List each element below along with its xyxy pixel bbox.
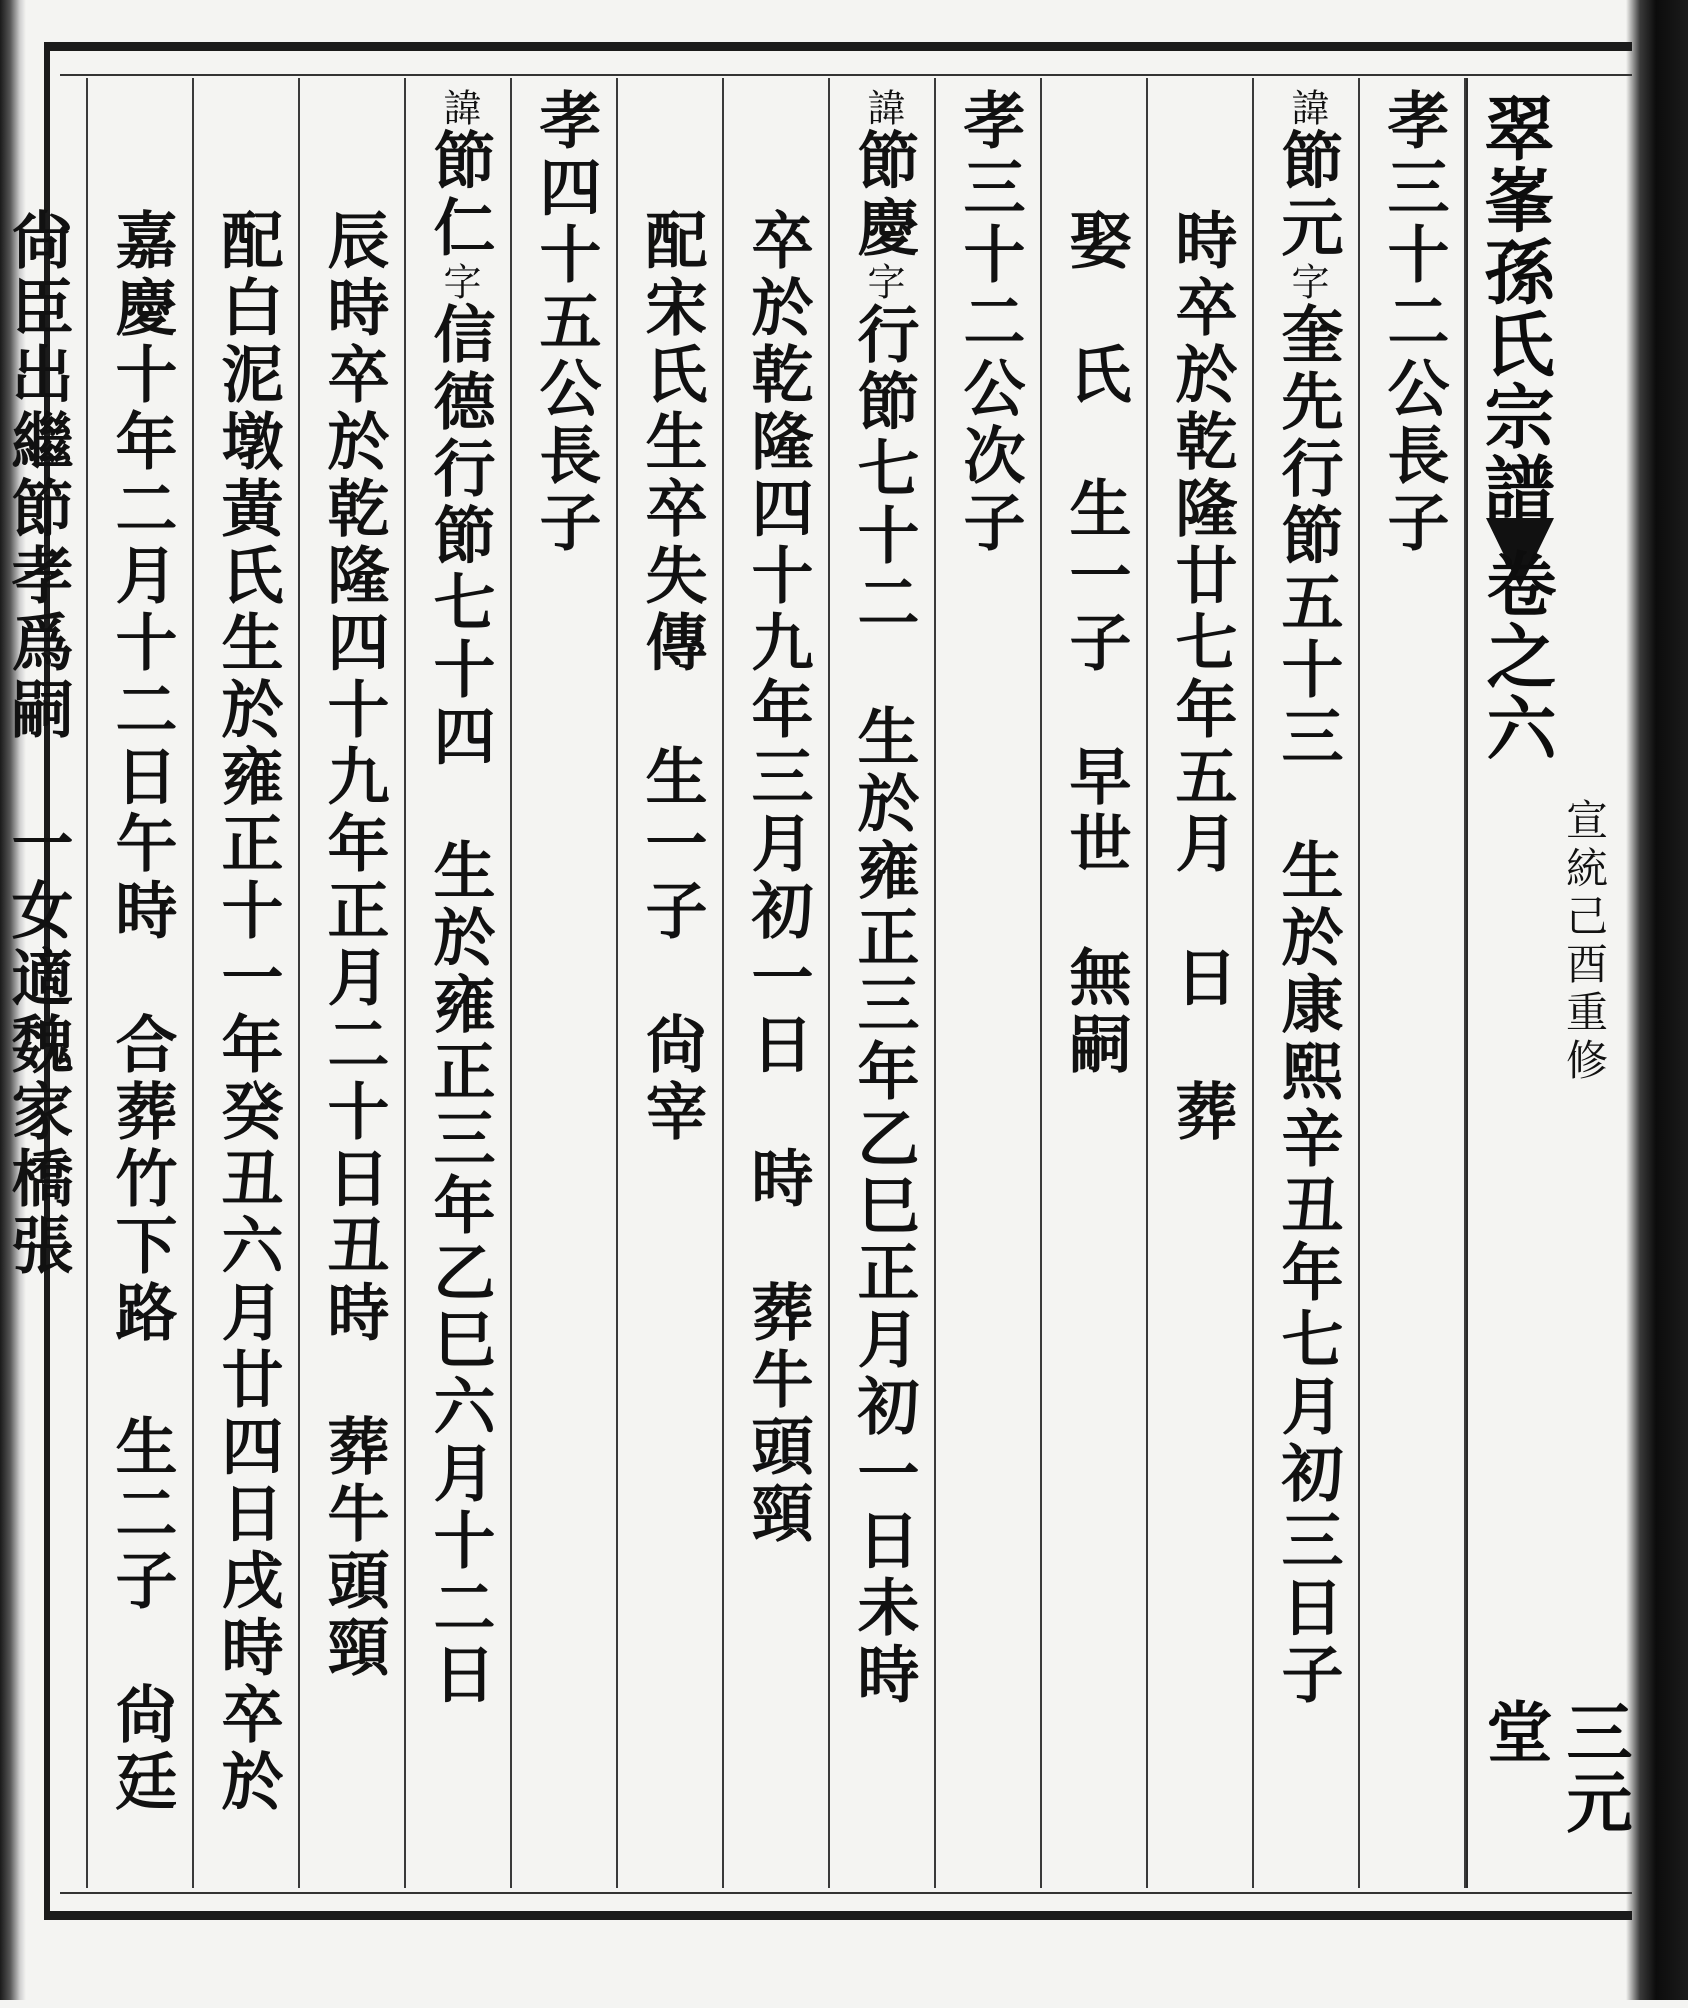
text-column-13: [88, 78, 194, 1888]
column-text: 配白泥墩黃氏生於雍正十一年癸丑六月廿四日戌時卒於: [211, 208, 284, 1816]
text-column-9: [512, 78, 618, 1888]
column-text: [418, 88, 500, 1888]
text-column-11: [300, 78, 406, 1888]
column-text: [842, 88, 924, 1888]
column-text: 孝三十二公長子: [1377, 88, 1450, 557]
column-text: 辰時卒於乾隆四十九年正月二十日丑時 葬牛頭頸: [317, 208, 390, 1682]
column-text: 尙臣出繼節孝爲嗣 一女適魏家橋張: [1, 208, 74, 1280]
given-name: 節元: [1271, 128, 1344, 262]
taboo-name-marker: 諱: [861, 88, 905, 128]
column-text: 孝三十二公次子: [953, 88, 1026, 557]
column-text-rest: 信德行節七十四 生於雍正三年乙巳六月十二日: [423, 302, 496, 1709]
book-title: 翠峯孫氏宗譜: [1473, 92, 1556, 524]
text-column-3: [1148, 78, 1254, 1888]
column-text: 卒於乾隆四十九年三月初一日 時 葬牛頭頸: [741, 208, 814, 1548]
courtesy-name-marker: 字: [1285, 262, 1329, 302]
text-column-14: [0, 78, 88, 1888]
courtesy-name-marker: 字: [437, 262, 481, 302]
given-name: 節慶: [847, 128, 920, 262]
text-column-8: [618, 78, 724, 1888]
text-column-2: [1254, 78, 1360, 1888]
column-text: [1266, 88, 1348, 1888]
column-text: 娶 氏 生一子 早世 無嗣: [1059, 208, 1132, 1079]
given-name: 節仁: [423, 128, 496, 262]
edition-note: 宣統己酉重修: [1560, 798, 1609, 1086]
text-column-5: [936, 78, 1042, 1888]
taboo-name-marker: 諱: [437, 88, 481, 128]
courtesy-name-marker: 字: [861, 262, 905, 302]
text-column-1: [1360, 78, 1466, 1888]
page-banner: [1466, 78, 1632, 1888]
hall-name: 三元堂: [1475, 1698, 1633, 1838]
book-binding-shadow-right: [1626, 0, 1688, 2000]
volume-label: 卷之六: [1475, 548, 1558, 764]
text-column-12: [194, 78, 300, 1888]
text-column-7: [724, 78, 830, 1888]
genealogy-text-area: [1, 78, 1466, 1888]
column-text: 時卒於乾隆廿七年五月 日 葬: [1165, 208, 1238, 1146]
column-text: 嘉慶十年二月十二日午時 合葬竹下路 生二子 尙廷: [105, 208, 178, 1816]
taboo-name-marker: 諱: [1285, 88, 1329, 128]
column-text-rest: 行節七十二 生於雍正三年乙巳正月初一日未時: [847, 302, 920, 1709]
text-column-6: [830, 78, 936, 1888]
text-column-4: [1042, 78, 1148, 1888]
column-text: 孝四十五公長子: [529, 88, 602, 557]
column-text: 配宋氏生卒失傳 生一子 尙宰: [635, 208, 708, 1146]
column-text-rest: 奎先行節五十三 生於康熙辛丑年七月初三日子: [1271, 302, 1344, 1709]
text-column-10: [406, 78, 512, 1888]
